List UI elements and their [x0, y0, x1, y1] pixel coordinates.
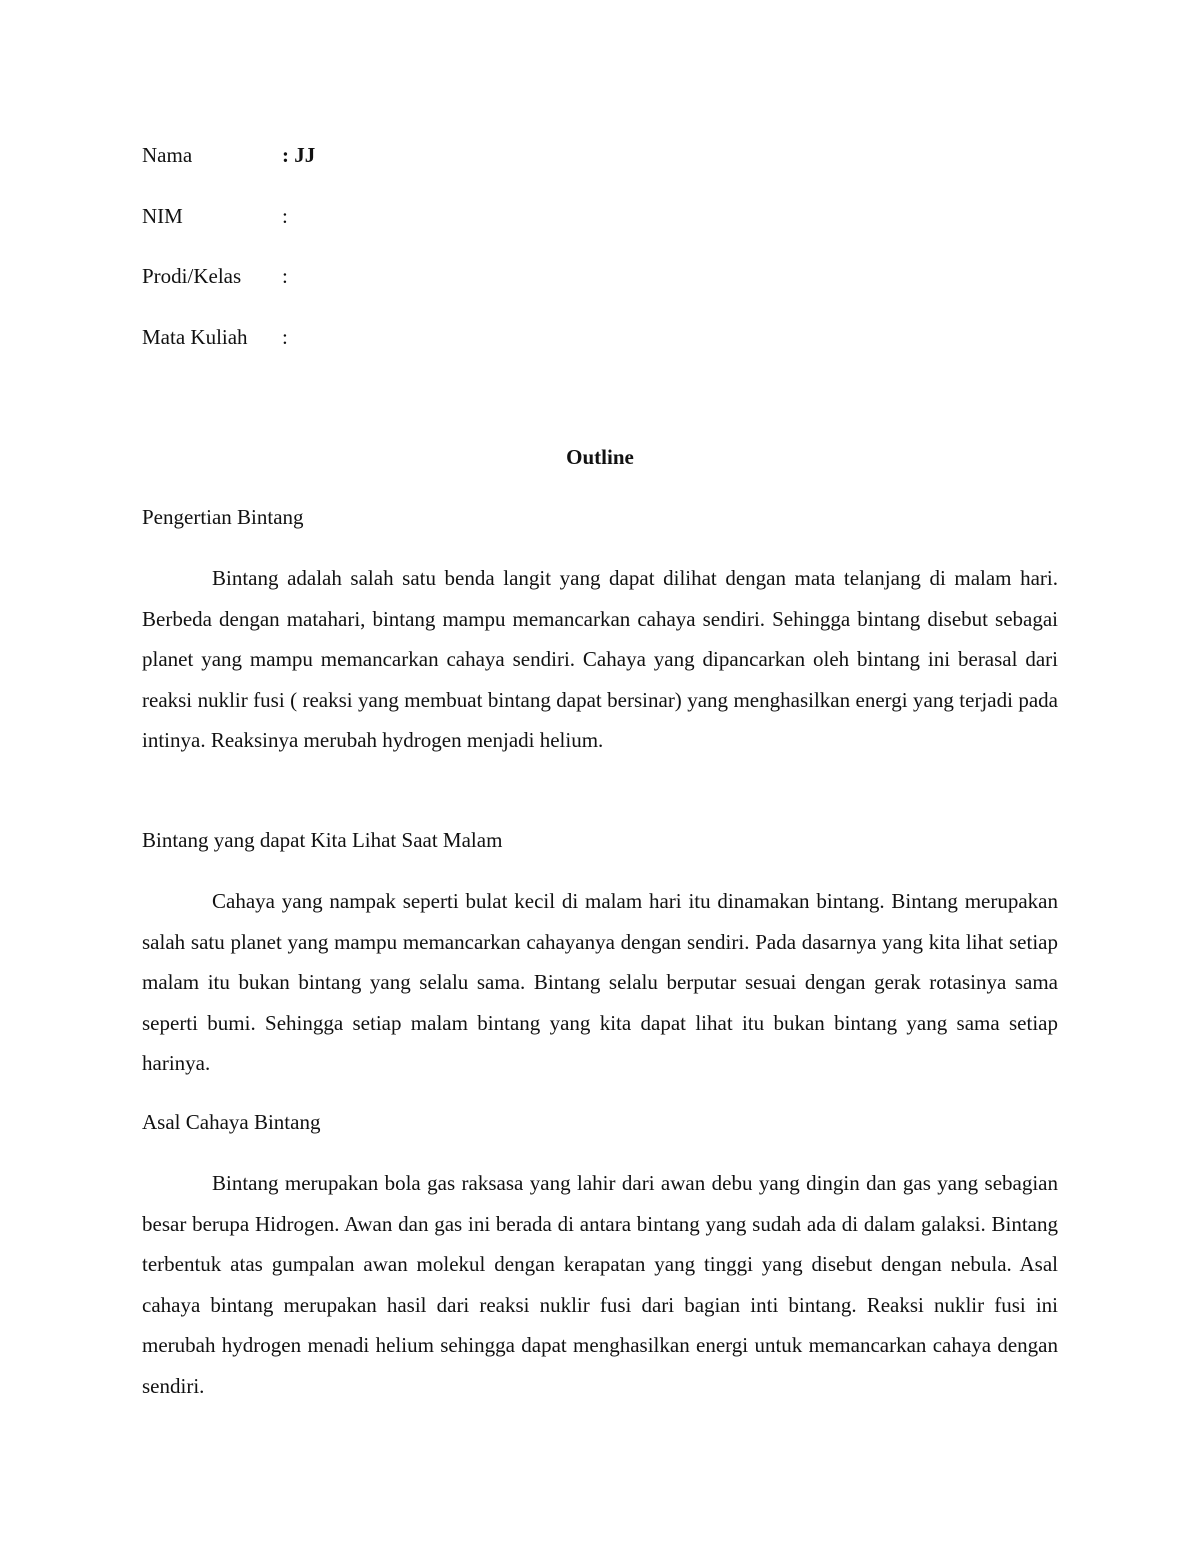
identity-row-prodi-kelas	[142, 259, 315, 320]
outline-title: Outline	[566, 445, 634, 469]
section-heading-asal-cahaya-bintang: Asal Cahaya Bintang	[142, 1110, 321, 1134]
identity-value: : JJ	[282, 143, 316, 167]
section-body-bintang-malam: Cahaya yang nampak seperti bulat kecil di malam hari itu dinamakan bintang. Bintang merupakan salah satu planet yang mampu memancarkan cahayanya dengan sendiri. Pada dasarnya yang kita lihat setiap malam itu bukan bintang yang selalu sama. Bintang selalu berputar sesuai dengan gerak rotasinya sama seperti bumi. Sehingga setiap malam bintang yang kita dapat lihat itu bukan bintang yang sama setiap harinya.	[142, 889, 1058, 1076]
identity-row-nim	[142, 199, 315, 260]
identity-label: Nama	[142, 143, 193, 167]
section-body-pengertian-bintang: Bintang adalah salah satu benda langit yang dapat dilihat dengan mata telanjang di malam hari. Berbeda dengan matahari, bintang mampu memancarkan cahaya sendiri. Sehingga bintang disebut sebagai planet yang mampu memancarkan cahaya sendiri. Cahaya yang dipancarkan oleh bintang ini berasal dari reaksi nuklir fusi ( reaksi yang membuat bintang dapat bersinar) yang menghasilkan energi yang terjadi pada intinya. Reaksinya merubah hydrogen menjadi helium.	[142, 566, 1058, 753]
section-body-asal-cahaya-bintang: Bintang merupakan bola gas raksasa yang lahir dari awan debu yang dingin dan gas yang sebagian besar berupa Hidrogen. Awan dan gas ini berada di antara bintang yang sudah ada di dalam galaksi. Bintang terbentuk atas gumpalan awan molekul dengan kerapatan yang tinggi yang disebut dengan nebula. Asal cahaya bintang merupakan hasil dari reaksi nuklir fusi dari bagian inti bintang. Reaksi nuklir fusi ini merubah hydrogen menadi helium sehingga dapat menghasilkan energi untuk memancarkan cahaya dengan sendiri.	[142, 1171, 1058, 1398]
identity-row-mata-kuliah	[142, 320, 315, 381]
identity-value: :	[282, 324, 288, 349]
identity-block	[142, 138, 315, 380]
identity-row-nama	[142, 138, 315, 199]
section-heading-pengertian-bintang: Pengertian Bintang	[142, 505, 304, 529]
identity-value: :	[282, 264, 288, 288]
identity-label: Prodi/Kelas	[142, 264, 242, 288]
section-heading-bintang-malam: Bintang yang dapat Kita Lihat Saat Malam	[142, 828, 503, 852]
identity-label: NIM	[142, 203, 183, 228]
identity-label: Mata Kuliah	[142, 324, 248, 349]
identity-value: :	[282, 203, 288, 228]
